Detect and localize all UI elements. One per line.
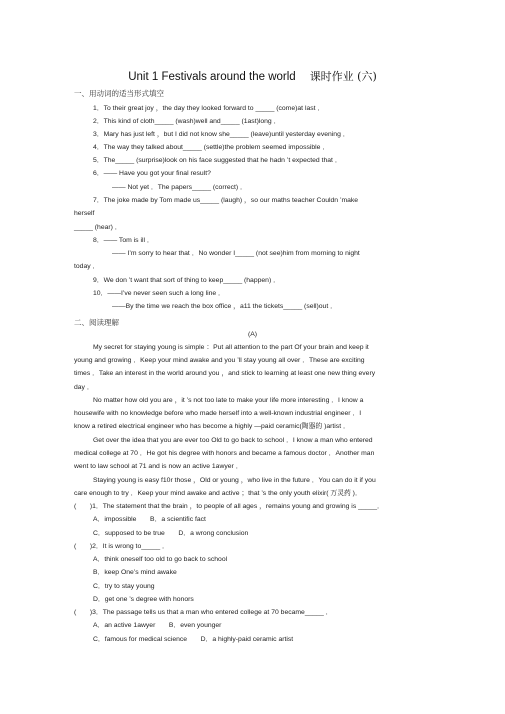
passage-label: (A) [247, 331, 258, 338]
passage-p3-line2: medical college at 70 ．He got his degree with honors and became a famous doctor ．Another man [74, 450, 375, 457]
question-2: 2．This kind of cloth_____ (wash)well and_____ (1ast)long ． [93, 118, 281, 125]
reading-question-1: ( )1．The statement that the brain ，to people of all ages ，remains young and growing is _____． [74, 503, 384, 510]
reading-q1-options-ab: A．impossible B．a scientific fact [93, 516, 206, 523]
passage-p2-line1: No matter how old you are ，it ’s not too late to make your life more interesting ．I know a [93, 397, 364, 404]
question-9: 9．We don ’t want that sort of thing to keep_____ (happen) ． [93, 277, 280, 284]
title-english: Unit 1 Festivals around the world [128, 71, 296, 83]
section-heading-fill-in: 一、用动词的适当形式填空 [74, 89, 164, 98]
question-7-line2: herself [74, 210, 95, 217]
passage-p4-line1: Staying young is easy f10r those ，Old or young ，who live in the future ．You can do it if you [93, 477, 376, 484]
passage-p1-line4: day ． [74, 384, 94, 391]
passage-p1-line1: My secret for staying young is simple ：Put all attention to the part Of your brain and keep it [93, 344, 369, 351]
passage-p3-line1: Get over the idea that you are ever too Old to go back to school ．I know a man who entered [93, 437, 373, 444]
question-7-line3: _____ (hear) ． [74, 224, 122, 231]
page-title [0, 68, 505, 84]
reading-q3-options-ab: A．an active 1awyer B．even younger [93, 622, 222, 629]
passage-p2-line2: housewife with no knowledge before who made herself into a well-known industrial engineer ．I [74, 410, 362, 417]
question-4: 4．The way they talked about_____ (settle)the problem seemed impossible ． [93, 144, 330, 151]
reading-q2-option-a: A．think oneself too old to go back to school [93, 556, 228, 563]
reading-question-3: ( )3．The passage tells us that a man who entered college at 70 became_____ ． [74, 609, 333, 616]
question-1: 1．To their great joy ，the day they looked forward to _____ (come)at last ． [93, 105, 325, 112]
question-6-prompt: 6．—— Have you got your final result? [93, 170, 211, 177]
passage-p1-line3: times ．Take an interest in the world around you ，and stick to learning at least one new thing every [74, 370, 376, 377]
reading-q2-option-d: D．get one ’s degree with honors [93, 596, 194, 603]
question-6-reply: —— Not yet ．The papers_____ (correct) ． [112, 184, 247, 191]
question-7-line1: 7．The joke made by Tom made us_____ (laugh) ，so our maths teacher Couldn ’make [93, 197, 359, 204]
reading-question-2: ( )2．It is wrong to_____ ． [74, 543, 169, 550]
question-8-prompt: 8．—— Tom is ill ． [93, 237, 154, 244]
question-10-prompt: 10．——I’ve never seen such a long line ． [93, 290, 225, 297]
question-8-line3: today ． [74, 263, 100, 270]
passage-p3-line3: went to law school at 71 and is now an active 1awyer ． [74, 463, 243, 470]
question-3: 3．Mary has just left ，but I did not know she_____ (leave)until yesterday evening ． [93, 131, 350, 138]
reading-q1-options-cd: C．supposed to be true D．a wrong conclusion [93, 530, 249, 537]
passage-p2-line3: know a retired electrical engineer who has become a highly —paid ceramic(陶器的 )artist ． [74, 423, 350, 430]
passage-p1-line2: young and growing ．Keep your mind awake and you ’ll stay young all over ．These are exciting [74, 357, 365, 364]
reading-q2-option-b: B．keep One’s mind awake [93, 569, 177, 576]
question-10-reply: ——By the time we reach the box office ，a11 the tickets_____ (sell)out ． [112, 303, 337, 310]
section-heading-reading: 二、阅读理解 [74, 318, 119, 327]
question-8-reply: —— I’m sorry to hear that ．No wonder I_____ (not see)him from morning to night [112, 250, 360, 257]
question-5: 5．The_____ (surprise)look on his face suggested that he hadn ’t expected that ． [93, 157, 342, 164]
reading-q3-options-cd: C．famous for medical science D．a highly-paid ceramic artist [93, 636, 294, 643]
passage-p4-line2: care enough to try ．Keep your mind awake and active ；that ’s the only youth elixir( 万灵药 )． [74, 490, 362, 497]
reading-q2-option-c: C．try to stay young [93, 583, 155, 590]
title-chinese: 课时作业 (六) [309, 70, 377, 83]
